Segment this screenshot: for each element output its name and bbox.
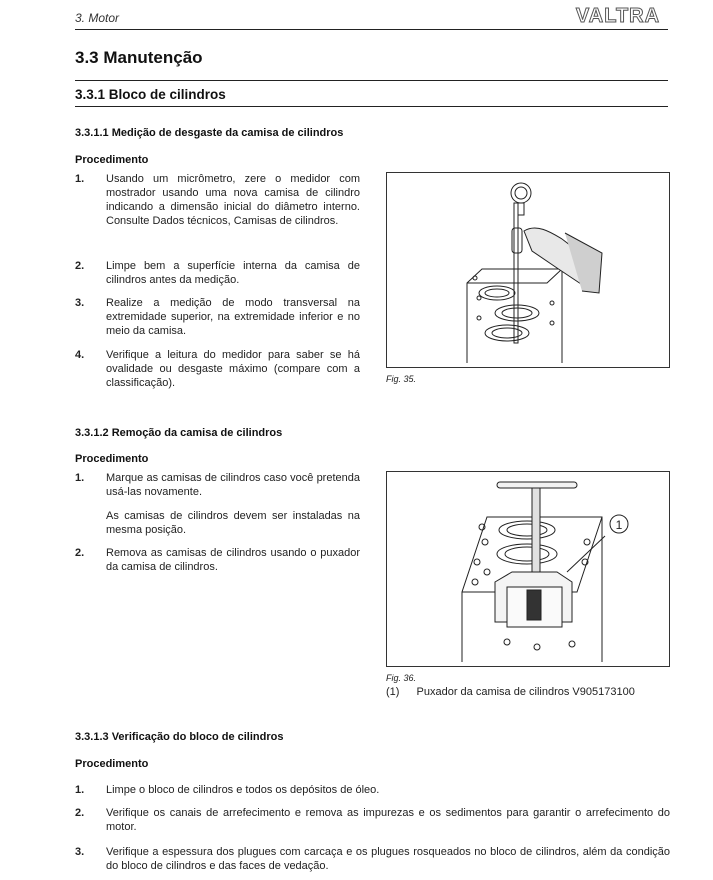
valtra-logo bbox=[571, 4, 666, 26]
svg-text:VALTRA: VALTRA bbox=[575, 5, 661, 26]
step-text: Limpe bem a superfície interna da camisa de cilindros antes da medição. bbox=[106, 260, 360, 286]
step-number: 1. bbox=[75, 173, 85, 185]
figure-caption: Fig. 36. bbox=[386, 673, 417, 683]
step-item bbox=[75, 783, 670, 797]
step-text: Realize a medição de modo transversal na extremidade superior, na extremidade inferior e no meio da camisa. bbox=[106, 297, 360, 337]
step-text: Remova as camisas de cilindros usando o puxador da camisa de cilindros. bbox=[106, 547, 360, 573]
figure-micrometer-measurement bbox=[386, 172, 670, 368]
step-item bbox=[75, 259, 360, 287]
step-item bbox=[75, 806, 670, 834]
step-number: 1. bbox=[75, 784, 85, 796]
subsection-title: 3.3.1 Bloco de cilindros bbox=[75, 87, 226, 102]
step-item bbox=[75, 296, 360, 338]
header-rule bbox=[75, 29, 668, 30]
step-number: 3. bbox=[75, 297, 85, 309]
subsection-rule bbox=[75, 106, 668, 107]
procedure-label: Procedimento bbox=[75, 154, 149, 166]
section-rule bbox=[75, 80, 668, 81]
step-number: 2. bbox=[75, 807, 85, 819]
step-number: 3. bbox=[75, 846, 85, 858]
step-text: Limpe o bloco de cilindros e todos os depósitos de óleo. bbox=[106, 784, 380, 796]
step-item bbox=[75, 172, 360, 228]
figure-caption: Fig. 35. bbox=[386, 374, 417, 384]
step-number: 2. bbox=[75, 260, 85, 272]
figure-liner-puller bbox=[386, 471, 670, 667]
step-text: Verifique os canais de arrefecimento e remova as impurezas e os sedimentos para garantir o arrefecimento do motor. bbox=[106, 807, 670, 833]
step-text: Verifique a leitura do medidor para saber se há ovalidade ou desgaste máximo (compare com a classificação). bbox=[106, 349, 360, 389]
legend-text: Puxador da camisa de cilindros V905173100 bbox=[416, 686, 635, 698]
step-item bbox=[75, 845, 670, 873]
step-item bbox=[75, 471, 360, 499]
step-text: Usando um micrômetro, zere o medidor com mostrador usando uma nova camisa de cilindro indicando a dimensão inicial do diâmetro interno. Consulte Dados técnicos, Camisas de cilindros. bbox=[106, 173, 360, 227]
step-item bbox=[75, 546, 360, 574]
procedure-label: Procedimento bbox=[75, 453, 149, 465]
heading-verification: 3.3.1.3 Verificação do bloco de cilindros bbox=[75, 731, 284, 743]
step-item bbox=[75, 348, 360, 390]
figure-legend bbox=[386, 686, 635, 698]
section-title: 3.3 Manutenção bbox=[75, 48, 203, 67]
heading-measurement: 3.3.1.1 Medição de desgaste da camisa de cilindros bbox=[75, 127, 344, 139]
step-note bbox=[75, 509, 360, 537]
step-text: Marque as camisas de cilindros caso você pretenda usá-las novamente. bbox=[106, 472, 360, 498]
legend-number: (1) bbox=[386, 686, 400, 698]
chapter-label: 3. Motor bbox=[75, 11, 120, 25]
step-number: 2. bbox=[75, 547, 85, 559]
step-text: As camisas de cilindros devem ser instaladas na mesma posição. bbox=[106, 510, 360, 536]
callout-number: 1 bbox=[615, 518, 623, 532]
step-number: 4. bbox=[75, 349, 85, 361]
step-text: Verifique a espessura dos plugues com carcaça e os plugues rosqueados no bloco de cilindros, além da condição do bloco de cilindros e das faces de vedação. bbox=[106, 846, 670, 872]
procedure-label: Procedimento bbox=[75, 758, 149, 770]
heading-removal: 3.3.1.2 Remoção da camisa de cilindros bbox=[75, 427, 283, 439]
step-number: 1. bbox=[75, 472, 85, 484]
